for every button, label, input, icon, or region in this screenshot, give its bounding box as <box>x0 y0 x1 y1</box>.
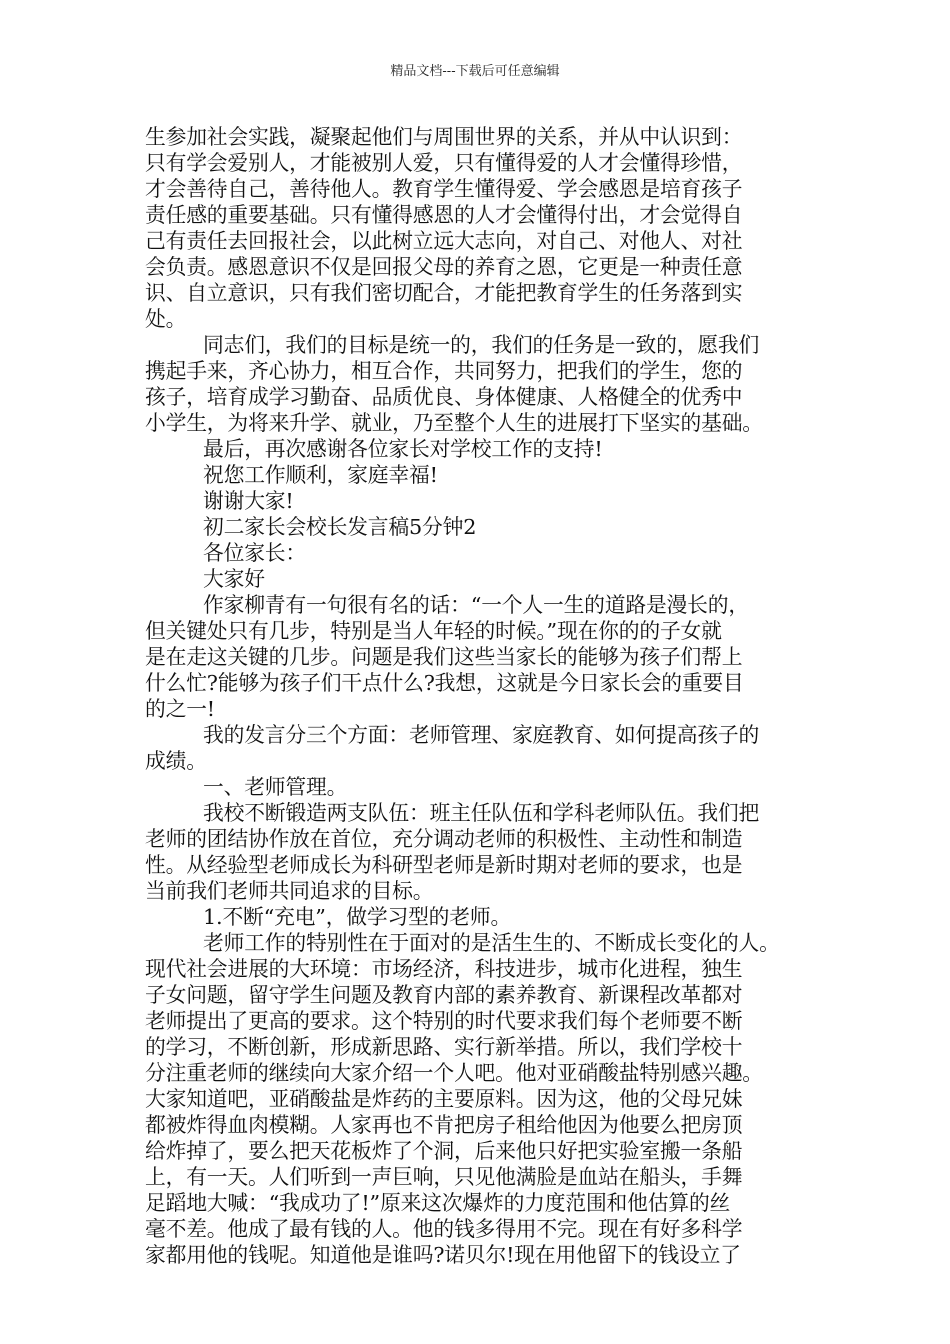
text-line: 生参加社会实践，凝聚起他们与周围世界的关系，并从中认识到： <box>145 125 743 149</box>
text-line: 大家知道吧，亚硝酸盐是炸药的主要原料。因为这，他的父母兄妹 <box>145 1087 743 1111</box>
page-header: 精品文档---下载后可任意编辑 <box>390 64 560 79</box>
text-line: 的学习，不断创新，形成新思路、实行新举措。所以，我们学校十 <box>145 1035 743 1059</box>
text-line: 一、老师管理。 <box>203 775 348 799</box>
text-line: 初二家长会校长发言稿5分钟2 <box>203 515 477 539</box>
text-line: 携起手来，齐心协力，相互合作，共同努力，把我们的学生，您的 <box>145 359 743 383</box>
text-line: 1.不断“充电”，做学习型的老师。 <box>203 905 512 929</box>
text-line: 会负责。感恩意识不仅是回报父母的养育之恩，它更是一种责任意 <box>145 255 743 279</box>
text-line: 都被炸得血肉模糊。人家再也不肯把房子租给他因为他要么把房顶 <box>145 1113 743 1137</box>
text-line: 是在走这关键的几步。问题是我们这些当家长的能够为孩子们帮上 <box>145 645 743 669</box>
text-line: 祝您工作顺利，家庭幸福! <box>203 463 438 487</box>
text-line: 老师提出了更高的要求。这个特别的时代要求我们每个老师要不断 <box>145 1009 743 1033</box>
text-line: 只有学会爱别人，才能被别人爱，只有懂得爱的人才会懂得珍惜， <box>145 151 743 175</box>
text-line: 什么忙?能够为孩子们干点什么?我想，这就是今日家长会的重要目 <box>145 671 744 695</box>
text-line: 上，有一天。人们听到一声巨响，只见他满脸是血站在船头，手舞 <box>145 1165 743 1189</box>
text-line: 足蹈地大喊：“我成功了!”原来这次爆炸的力度范围和他估算的丝 <box>145 1191 731 1215</box>
text-line: 我的发言分三个方面：老师管理、家庭教育、如何提高孩子的 <box>203 723 760 747</box>
text-line: 当前我们老师共同追求的目标。 <box>145 879 434 903</box>
text-line: 成绩。 <box>145 749 207 773</box>
text-line: 小学生，为将来升学、就业，乃至整个人生的进展打下坚实的基础。 <box>145 411 763 435</box>
document-body <box>145 124 825 1268</box>
text-line: 性。从经验型老师成长为科研型老师是新时期对老师的要求，也是 <box>145 853 743 877</box>
text-line: 最后，再次感谢各位家长对学校工作的支持! <box>203 437 603 461</box>
text-line: 处。 <box>145 307 187 331</box>
text-line: 己有责任去回报社会，以此树立远大志向，对自己、对他人、对社 <box>145 229 743 253</box>
text-line: 责任感的重要基础。只有懂得感恩的人才会懂得付出，才会觉得自 <box>145 203 743 227</box>
text-line: 作家柳青有一句很有名的话：“一个人一生的道路是漫长的， <box>203 593 749 617</box>
text-line: 谢谢大家! <box>203 489 294 513</box>
text-line: 才会善待自己，善待他人。教育学生懂得爱、学会感恩是培育孩子 <box>145 177 743 201</box>
text-line: 各位家长： <box>203 541 306 565</box>
text-line: 但关键处只有几步，特别是当人年轻的时候。”现在你的的子女就 <box>145 619 722 643</box>
text-line: 现代社会进展的大环境：市场经济，科技进步，城市化进程，独生 <box>145 957 743 981</box>
text-line: 孩子，培育成学习勤奋、品质优良、身体健康、人格健全的优秀中 <box>145 385 743 409</box>
text-line: 给炸掉了，要么把天花板炸了个洞，后来他只好把实验室搬一条船 <box>145 1139 743 1163</box>
text-line: 老师工作的特别性在于面对的是活生生的、不断成长变化的人。 <box>203 931 780 955</box>
text-line: 家都用他的钱呢。知道他是谁吗?诺贝尔!现在用他留下的钱设立了 <box>145 1243 741 1267</box>
text-line: 子女问题，留守学生问题及教育内部的素养教育、新课程改革都对 <box>145 983 743 1007</box>
text-line: 毫不差。他成了最有钱的人。他的钱多得用不完。现在有好多科学 <box>145 1217 743 1241</box>
text-line: 识、自立意识，只有我们密切配合，才能把教育学生的任务落到实 <box>145 281 743 305</box>
text-line: 大家好 <box>203 567 265 591</box>
text-line: 的之一! <box>145 697 215 721</box>
text-line: 分注重老师的继续向大家介绍一个人吧。他对亚硝酸盐特别感兴趣。 <box>145 1061 763 1085</box>
text-line: 我校不断锻造两支队伍：班主任队伍和学科老师队伍。我们把 <box>203 801 760 825</box>
text-line: 同志们，我们的目标是统一的，我们的任务是一致的，愿我们 <box>203 333 760 357</box>
text-line: 老师的团结协作放在首位，充分调动老师的积极性、主动性和制造 <box>145 827 743 851</box>
